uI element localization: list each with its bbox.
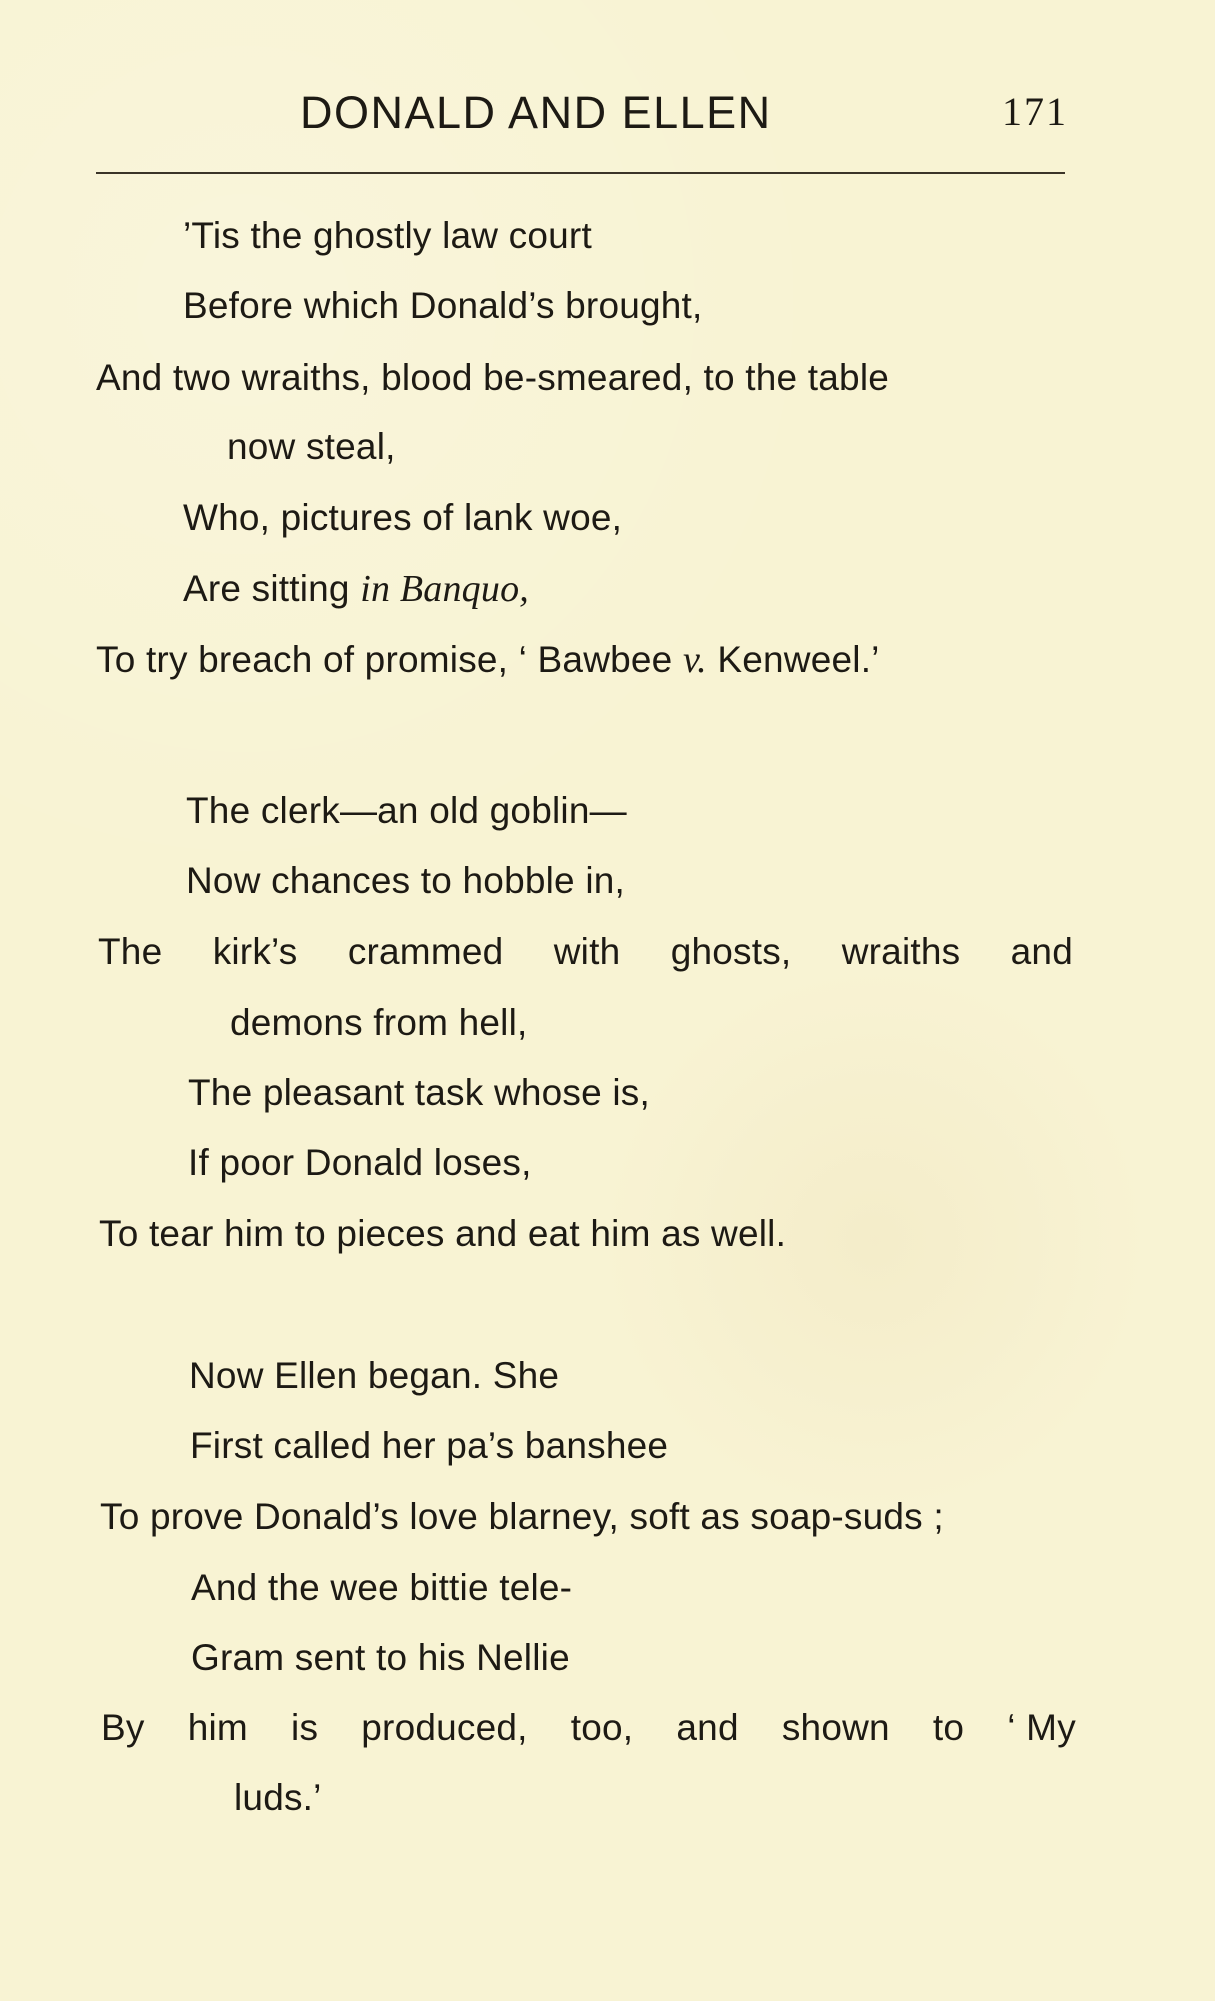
poem-line: luds.’ [234, 1777, 322, 1818]
poem-line [183, 570, 529, 608]
running-title: DONALD AND ELLEN [300, 87, 772, 138]
poem-word: crammed [347, 931, 504, 972]
page-number: 171 [1002, 89, 1068, 134]
poem-line-justified [101, 1709, 1076, 1746]
poem-line-justified [98, 933, 1073, 970]
poem-line: The pleasant task whose is, [188, 1072, 650, 1113]
poem-line-text: To try breach of promise, ‘ Bawbee [96, 639, 683, 680]
poem-line: demons from hell, [230, 1002, 528, 1043]
poem-line: The clerk—an old goblin— [186, 790, 627, 831]
poem-line: And two wraiths, blood be-smeared, to the table [96, 357, 890, 398]
poem-word: is [291, 1707, 319, 1748]
poem-line: Gram sent to his Nellie [191, 1637, 570, 1678]
poem-word: with [553, 931, 621, 972]
poem-line: ’Tis the ghostly law court [183, 215, 592, 256]
poem-word: By [101, 1707, 145, 1748]
poem-word: The [98, 931, 163, 972]
poem-line: First called her pa’s banshee [190, 1425, 669, 1466]
poem-word: him [187, 1707, 248, 1748]
poem-line [96, 641, 880, 679]
poem-line: Who, pictures of lank woe, [183, 497, 623, 538]
poem-word: kirk’s [212, 931, 298, 972]
poem-word: and [676, 1707, 739, 1748]
poem-line-text: Are sitting [183, 568, 361, 609]
poem-line: Before which Donald’s brought, [183, 285, 703, 326]
poem-line: To tear him to pieces and eat him as well. [99, 1213, 787, 1254]
poem-line: Now Ellen began. She [189, 1355, 560, 1396]
poem-line: If poor Donald loses, [188, 1142, 532, 1183]
poem-word: to [932, 1707, 965, 1748]
poem-word: ‘ My [1007, 1707, 1076, 1748]
italic-versus: v. [682, 639, 707, 681]
poem-word: too, [570, 1707, 634, 1748]
poem-line: Now chances to hobble in, [186, 860, 625, 901]
poem-line: To prove Donald’s love blarney, soft as soap-suds ; [100, 1496, 944, 1537]
poem-word: shown [781, 1707, 890, 1748]
poem-line-text: Kenweel.’ [706, 639, 880, 680]
poem-word: wraiths [841, 931, 961, 972]
poem-line: now steal, [227, 426, 396, 467]
poem-word: ghosts, [670, 931, 792, 972]
poem-line: And the wee bittie tele- [191, 1567, 573, 1608]
poem-word: and [1010, 931, 1073, 972]
poem-word: produced, [361, 1707, 528, 1748]
italic-reference: in Banquo, [360, 568, 529, 610]
